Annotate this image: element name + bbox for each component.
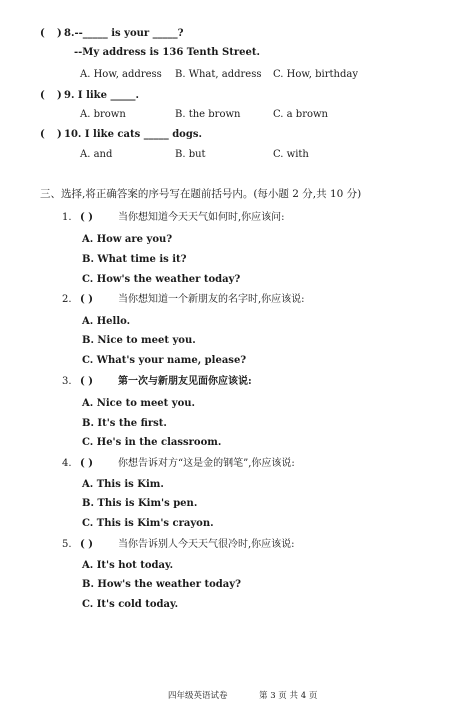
q9-paren-open: ( — [40, 90, 45, 101]
q9-option-b: B. the brown — [175, 109, 241, 120]
q8-answer-line: --My address is 136 Tenth Street. — [74, 47, 260, 58]
q8-paren-close: ) — [57, 28, 62, 39]
s3-q2-paren: ( ) — [80, 294, 93, 305]
s3-q2-option-a: A. Hello. — [82, 316, 131, 327]
s3-q3-option-a: A. Nice to meet you. — [82, 398, 196, 409]
q8-paren-open: ( — [40, 28, 45, 39]
s3-q2-stem: 当你想知道一个新朋友的名字时,你应该说: — [118, 294, 305, 305]
s3-q5-number: 5. — [62, 539, 72, 550]
s3-q3-paren: ( ) — [80, 376, 93, 387]
q8-stem: 8.--_____ is your _____? — [64, 28, 184, 39]
s3-q4-paren: ( ) — [80, 458, 93, 469]
q10-option-c: C. with — [273, 149, 309, 160]
s3-q1-stem: 当你想知道今天天气如何时,你应该问: — [118, 212, 285, 223]
s3-q1-number: 1. — [62, 212, 72, 223]
s3-q1-option-c: C. How's the weather today? — [82, 274, 241, 285]
q9-stem: 9. I like _____. — [64, 90, 139, 101]
s3-q1-option-a: A. How are you? — [82, 234, 173, 245]
s3-q5-option-b: B. How's the weather today? — [82, 579, 241, 590]
footer-page-number: 第 3 页 共 4 页 — [259, 691, 318, 701]
s3-q1-paren: ( ) — [80, 212, 93, 223]
q8-option-c: C. How, birthday — [273, 69, 358, 80]
s3-q3-option-b: B. It's the first. — [82, 418, 167, 429]
q10-stem: 10. I like cats _____ dogs. — [64, 129, 202, 140]
q8-option-a: A. How, address — [80, 69, 162, 80]
q10-paren-close: ) — [57, 129, 62, 140]
q10-paren-open: ( — [40, 129, 45, 140]
s3-q5-paren: ( ) — [80, 539, 93, 550]
s3-q3-stem: 第一次与新朋友见面你应该说: — [118, 376, 252, 387]
s3-q3-number: 3. — [62, 376, 72, 387]
s3-q5-stem: 当你告诉别人今天天气很冷时,你应该说: — [118, 539, 295, 550]
s3-q1-option-b: B. What time is it? — [82, 254, 187, 265]
q9-option-c: C. a brown — [273, 109, 328, 120]
s3-q4-number: 4. — [62, 458, 72, 469]
s3-q5-option-a: A. It's hot today. — [82, 560, 174, 571]
q10-option-b: B. but — [175, 149, 206, 160]
section-3-title: 三、选择,将正确答案的序号写在题前括号内。(每小题 2 分,共 10 分) — [40, 188, 362, 200]
footer-title: 四年级英语试卷 — [168, 691, 228, 701]
s3-q2-option-c: C. What's your name, please? — [82, 355, 247, 366]
s3-q5-option-c: C. It's cold today. — [82, 599, 179, 610]
s3-q4-option-b: B. This is Kim's pen. — [82, 498, 198, 509]
s3-q4-stem: 你想告诉对方“这是金的钢笔”,你应该说: — [118, 458, 295, 469]
s3-q2-option-b: B. Nice to meet you. — [82, 335, 196, 346]
q10-option-a: A. and — [80, 149, 113, 160]
q9-paren-close: ) — [57, 90, 62, 101]
s3-q3-option-c: C. He's in the classroom. — [82, 437, 222, 448]
s3-q4-option-c: C. This is Kim's crayon. — [82, 518, 214, 529]
s3-q4-option-a: A. This is Kim. — [82, 479, 164, 490]
q8-option-b: B. What, address — [175, 69, 262, 80]
s3-q2-number: 2. — [62, 294, 72, 305]
q9-option-a: A. brown — [80, 109, 126, 120]
